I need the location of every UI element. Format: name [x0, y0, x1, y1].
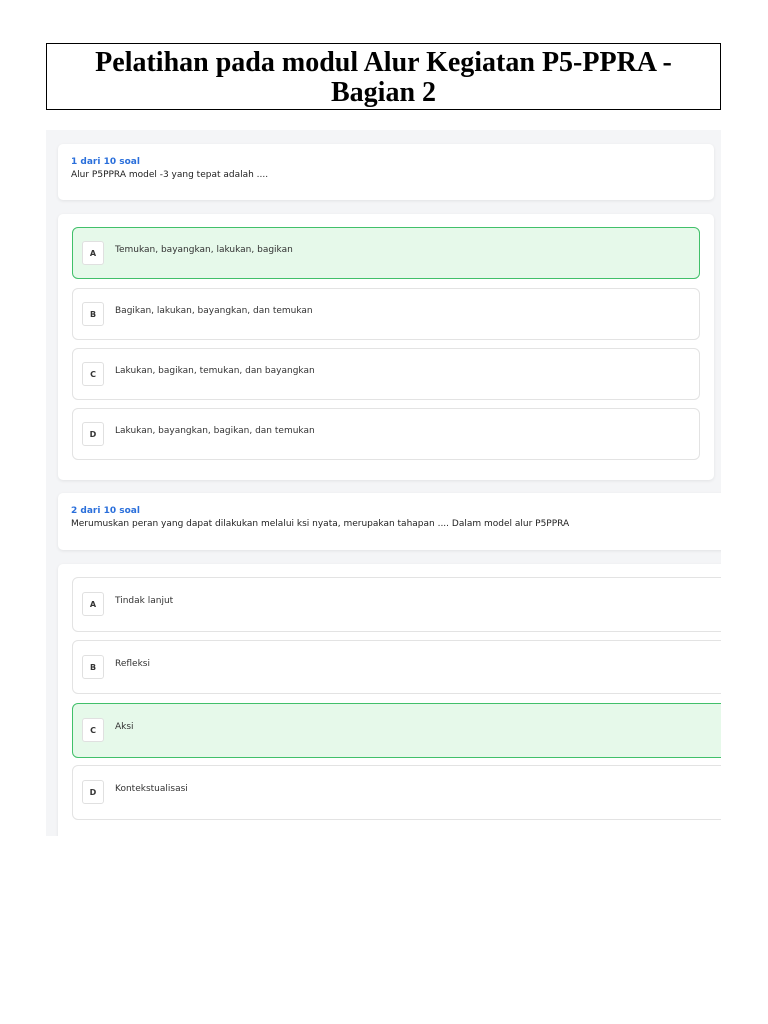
option-letter: C	[82, 718, 104, 742]
question-text: Merumuskan peran yang dapat dilakukan melalui ksi nyata, merupakan tahapan .... Dalam model alur P5PPRA	[71, 519, 570, 529]
option-letter: B	[82, 655, 104, 679]
options-panel	[58, 214, 714, 480]
title-line-2: Bagian 2	[330, 77, 437, 108]
option-b[interactable]	[72, 288, 700, 340]
document-title	[46, 43, 721, 110]
option-b[interactable]	[72, 640, 721, 694]
quiz-screenshot	[46, 130, 721, 836]
option-text: Tindak lanjut	[115, 596, 174, 606]
option-letter: A	[82, 592, 104, 616]
option-letter: D	[82, 422, 104, 446]
option-letter: D	[82, 780, 104, 804]
option-text: Kontekstualisasi	[115, 784, 188, 794]
option-d[interactable]	[72, 408, 700, 460]
options-panel	[58, 564, 721, 836]
option-letter: A	[82, 241, 104, 265]
question-card	[58, 493, 721, 550]
option-d[interactable]	[72, 765, 721, 820]
option-text: Lakukan, bayangkan, bagikan, dan temukan	[115, 426, 315, 436]
option-a[interactable]	[72, 577, 721, 632]
option-text: Bagikan, lakukan, bayangkan, dan temukan	[115, 306, 313, 316]
option-c[interactable]	[72, 703, 721, 758]
option-c[interactable]	[72, 348, 700, 400]
question-counter: 2 dari 10 soal	[71, 506, 140, 516]
question-text: Alur P5PPRA model -3 yang tepat adalah ....	[71, 170, 269, 180]
option-text: Temukan, bayangkan, lakukan, bagikan	[115, 245, 293, 255]
option-letter: C	[82, 362, 104, 386]
option-text: Refleksi	[115, 659, 150, 669]
question-card	[58, 144, 714, 200]
option-text: Lakukan, bagikan, temukan, dan bayangkan	[115, 366, 315, 376]
option-a[interactable]	[72, 227, 700, 279]
option-letter: B	[82, 302, 104, 326]
question-counter: 1 dari 10 soal	[71, 157, 140, 167]
option-text: Aksi	[115, 722, 134, 732]
title-line-1: Pelatihan pada modul Alur Kegiatan P5-PPRA -	[95, 47, 672, 78]
